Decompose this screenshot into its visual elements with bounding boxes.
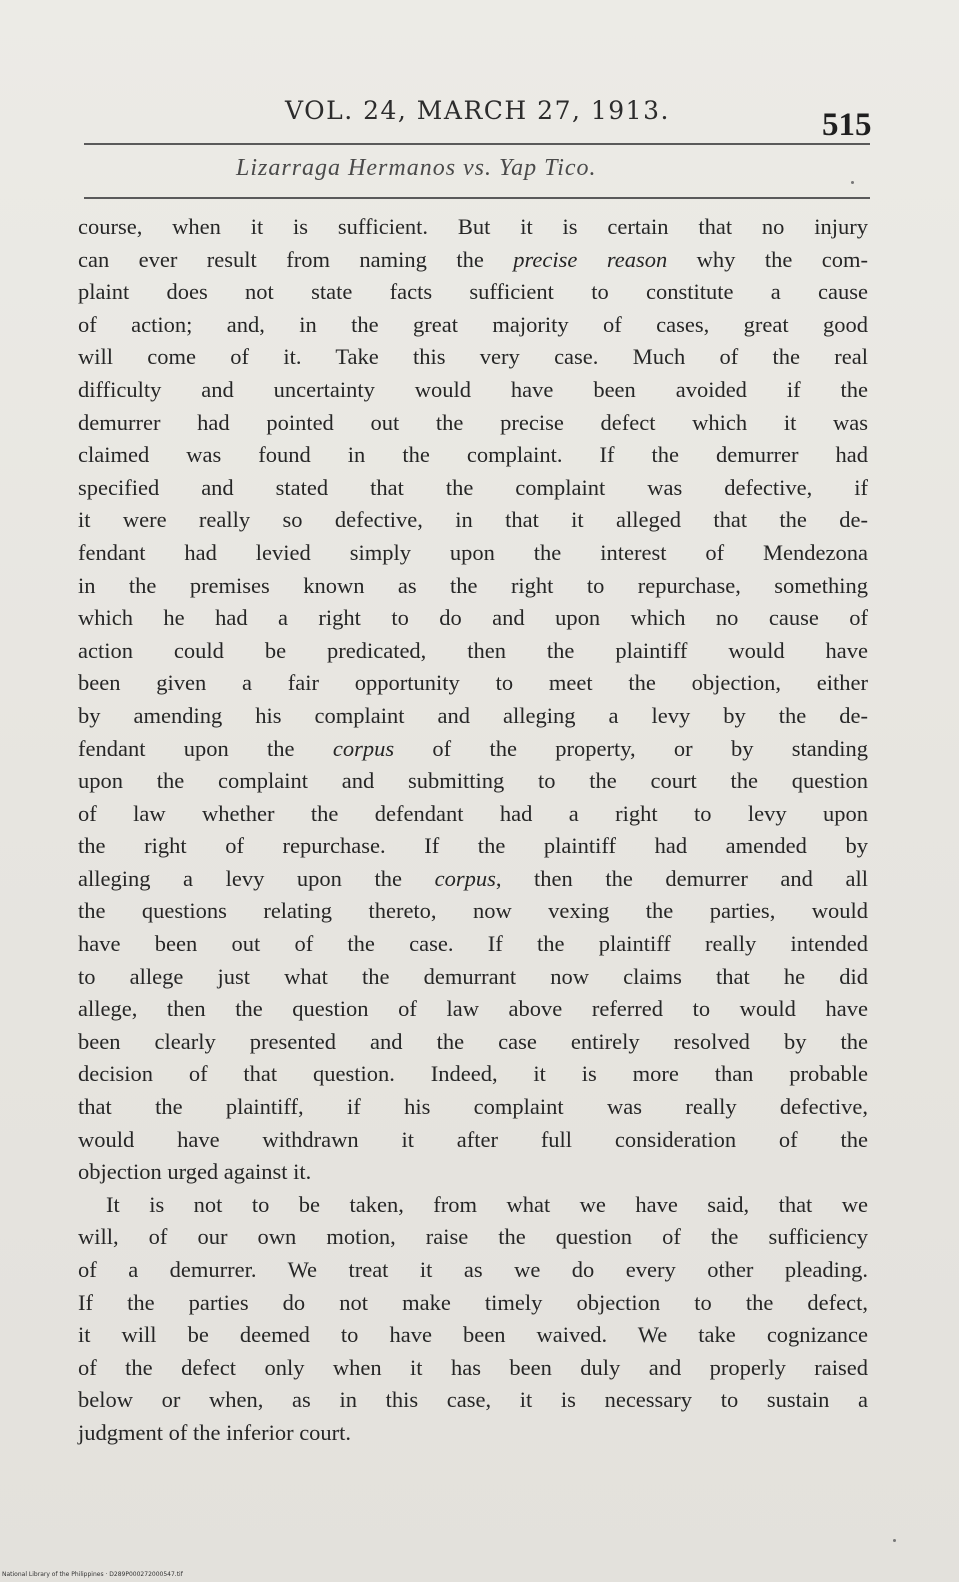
text-line: upon the complaint and submitting to the court the question: [78, 768, 868, 794]
text-line: judgment of the inferior court.: [78, 1419, 352, 1445]
text-line: of a demurrer. We treat it as we do every other pleading.: [78, 1257, 868, 1282]
text-line: it were really so defective, in that it alleged that the de-: [78, 507, 868, 533]
text-line: the questions relating thereto, now vexing the parties, would: [78, 898, 868, 924]
text-line: of action; and, in the great majority of cases, great good: [78, 311, 868, 337]
text-line: fendant had levied simply upon the interest of Mendezona: [78, 539, 868, 565]
text-line: of law whether the defendant had a right to levy upon: [78, 800, 868, 826]
text-line: fendant upon the corpus of the property, or by standing: [78, 735, 868, 761]
case-title: Lizarraga Hermanos vs. Yap Tico.: [236, 155, 597, 181]
text-line: If the parties do not make timely objection to the defect,: [78, 1289, 868, 1315]
text-line: decision of that question. Indeed, it is more than probable: [78, 1061, 868, 1087]
text-line: by amending his complaint and alleging a levy by the de-: [78, 702, 868, 728]
text-line: would have withdrawn it after full consideration of the: [78, 1126, 868, 1152]
source-footer: National Library of the Philippines · D289P000272000547.tif: [2, 1571, 183, 1578]
header-rule-top: [84, 143, 870, 145]
text-line: specified and stated that the complaint was defective, if: [78, 474, 868, 500]
text-line: can ever result from naming the precise reason why the com-: [78, 246, 869, 272]
text-line: that the plaintiff, if his complaint was really defective,: [78, 1094, 868, 1120]
text-line: been given a fair opportunity to meet the objection, either: [78, 670, 868, 696]
running-head: VOL. 24, MARCH 27, 1913.: [285, 96, 670, 125]
text-line: course, when it is sufficient. But it is certain that no injury: [78, 214, 868, 239]
text-line: demurrer had pointed out the precise defect which it was: [78, 409, 868, 435]
page-number: 515: [822, 107, 872, 143]
text-line: plaint does not state facts sufficient to constitute a cause: [78, 279, 868, 305]
text-line: allege, then the question of law above referred to would have: [78, 996, 868, 1022]
text-line: below or when, as in this case, it is necessary to sustain a: [78, 1387, 868, 1413]
text-line: will come of it. Take this very case. Much of the real: [78, 344, 868, 370]
text-line: claimed was found in the complaint. If the demurrer had: [78, 442, 868, 468]
text-line: have been out of the case. If the plaintiff really intended: [78, 931, 868, 957]
text-line: action could be predicated, then the plaintiff would have: [78, 637, 868, 663]
scan-speck: [851, 181, 854, 184]
text-line: it will be deemed to have been waived. We take cognizance: [78, 1322, 868, 1348]
text-line: will, of our own motion, raise the question of the sufficiency: [78, 1224, 868, 1250]
text-line: It is not to be taken, from what we have said, that we: [106, 1191, 868, 1217]
text-line: to allege just what the demurrant now claims that he did: [78, 963, 868, 989]
text-line: been clearly presented and the case entirely resolved by the: [78, 1028, 868, 1054]
text-line: which he had a right to do and upon which no cause of: [78, 605, 868, 631]
text-line: the right of repurchase. If the plaintiff had amended by: [78, 833, 868, 859]
text-line: difficulty and uncertainty would have been avoided if the: [78, 376, 868, 402]
text-line: in the premises known as the right to repurchase, something: [78, 572, 868, 598]
text-line: alleging a levy upon the corpus, then the demurrer and all: [78, 865, 868, 891]
scan-speck: [893, 1539, 896, 1542]
text-line: objection urged against it.: [78, 1159, 312, 1185]
header-rule-bottom: [84, 197, 870, 199]
opinion-text: [78, 211, 868, 1450]
text-line: of the defect only when it has been duly and properly raised: [78, 1354, 868, 1380]
